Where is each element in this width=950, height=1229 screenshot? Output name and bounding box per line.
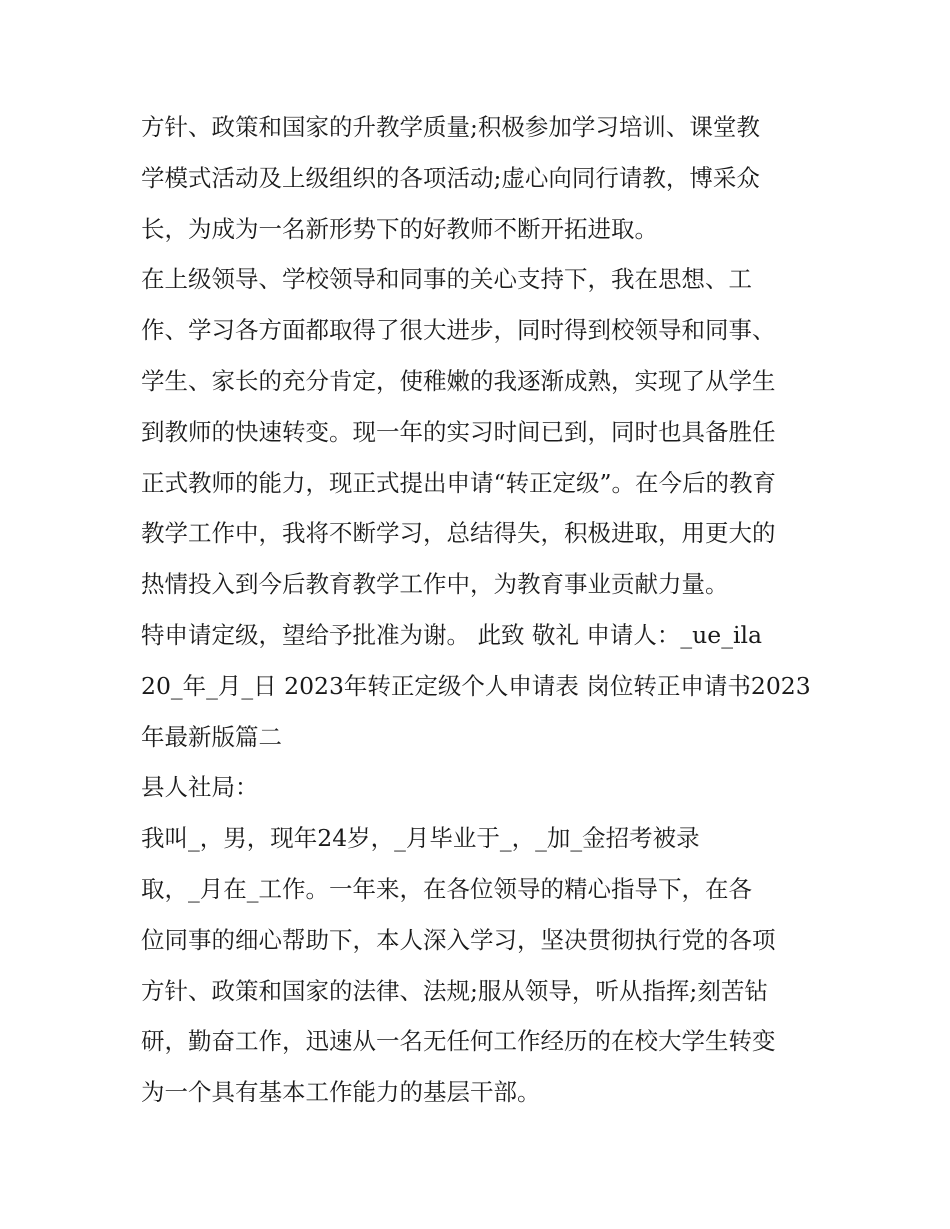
text-line: 正式教师的能力，现正式提出申请“转正定级”。在今后的教育 <box>141 468 777 497</box>
text-line: 方针、政策和国家的法律、法规;服从领导，听从指挥;刻苦钻 <box>141 976 768 1005</box>
text-line: 研，勤奋工作，迅速从一名无任何工作经历的在校大学生转变 <box>141 1027 776 1056</box>
text-line: 年最新版篇二 <box>141 722 282 751</box>
text-line: 取，_月在_工作。一年来，在各位领导的精心指导下，在各 <box>141 874 752 903</box>
text-line: 作、学习各方面都取得了很大进步，同时得到校领导和同事、 <box>141 316 776 345</box>
text-line: 学模式活动及上级组织的各项活动;虚心向同行请教，博采众 <box>141 163 760 192</box>
text-line: 学生、家长的充分肯定，使稚嫩的我逐渐成熟，实现了从学生 <box>141 366 776 395</box>
text-line: 特申请定级，望给予批准为谢。 此致 敬礼 申请人：_ue_ila <box>141 620 762 649</box>
text-line: 在上级领导、学校领导和同事的关心支持下，我在思想、工 <box>141 265 752 294</box>
text-line: 长，为成为一名新形势下的好教师不断开拓进取。 <box>141 214 658 243</box>
text-line: 方针、政策和国家的升教学质量;积极参加学习培训、课堂教 <box>141 113 760 141</box>
text-line: 县人社局： <box>141 773 259 802</box>
text-line: 位同事的细心帮助下，本人深入学习，坚决贯彻执行党的各项 <box>141 925 776 954</box>
text-line: 我叫_，男，现年24岁，_月毕业于_，_加_金招考被录 <box>141 824 700 853</box>
text-line: 到教师的快速转变。现一年的实习时间已到，同时也具备胜任 <box>141 417 776 446</box>
text-line: 20_年_月_日 2023年转正定级个人申请表 岗位转正申请书2023 <box>141 671 811 700</box>
document-body <box>141 102 821 1118</box>
text-line: 为一个具有基本工作能力的基层干部。 <box>141 1078 541 1107</box>
text-line: 教学工作中，我将不断学习，总结得失，积极进取，用更大的 <box>141 519 776 548</box>
text-line: 热情投入到今后教育教学工作中，为教育事业贡献力量。 <box>141 570 729 599</box>
